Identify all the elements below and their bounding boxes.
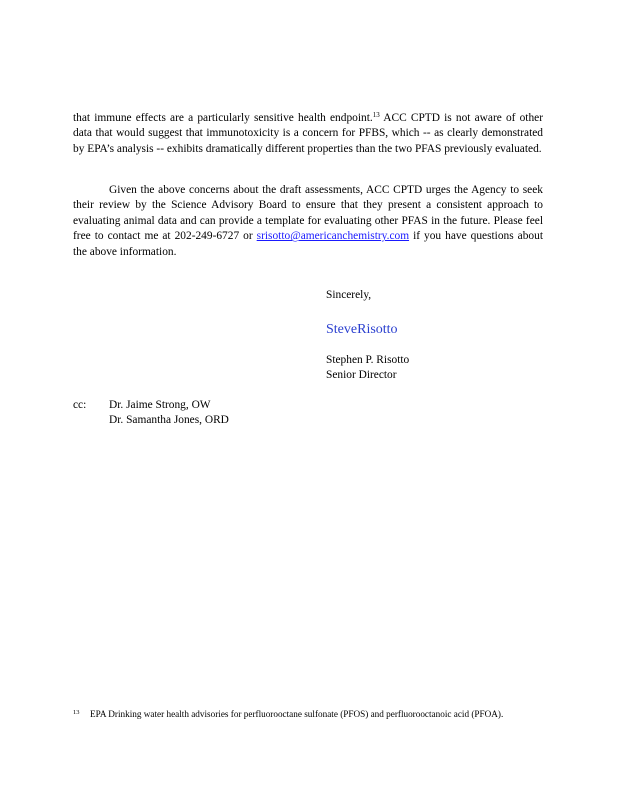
paragraph1-lead: that immune effects are a particularly sensitive health endpoint. [73, 112, 373, 124]
paragraph2-tail: if you have questions about the above information. [73, 230, 543, 258]
cc-recipient: Dr. Samantha Jones, ORD [109, 414, 229, 427]
paragraph2-body: Given the above concerns about the draft assessments, ACC CPTD urges the Agency to seek their review by the Science Advisory Board to ensure that they present a consistent approach to evaluating animal data and can provide a template for evaluating other PFAS in the future. Please feel free to contact me at 202-249-6727 or [73, 184, 543, 243]
cc-recipient: Dr. Jaime Strong, OW [109, 399, 211, 411]
signature-block [326, 353, 409, 384]
paragraph1-rest: ACC CPTD is not aware of other data that would suggest that immunotoxicity is a concern for PFBS, which -- as clearly demonstrated by EPA’s analysis -- exhibits dramatically different properties than the two PFAS previously evaluated. [73, 112, 544, 155]
footnote-ref[interactable]: 13 [372, 111, 380, 119]
footnote-number: 13 [73, 709, 80, 716]
signature: SteveRisotto [326, 322, 398, 337]
signer-name: Stephen P. Risotto [326, 354, 410, 366]
paragraph-request-review [73, 183, 543, 260]
signer-title: Senior Director [326, 369, 397, 382]
cc-list [109, 398, 229, 429]
paragraph-immune-effects [73, 111, 543, 157]
cc-label: cc: [73, 399, 87, 411]
closing-salutation: Sincerely, [326, 289, 372, 301]
footnote [73, 707, 553, 720]
footnote-text: EPA Drinking water health advisories for perfluorooctane sulfonate (PFOS) and perfluorooctanoic acid (PFOA). [90, 709, 504, 719]
email-link[interactable]: srisotto@americanchemistry.com [256, 230, 410, 243]
